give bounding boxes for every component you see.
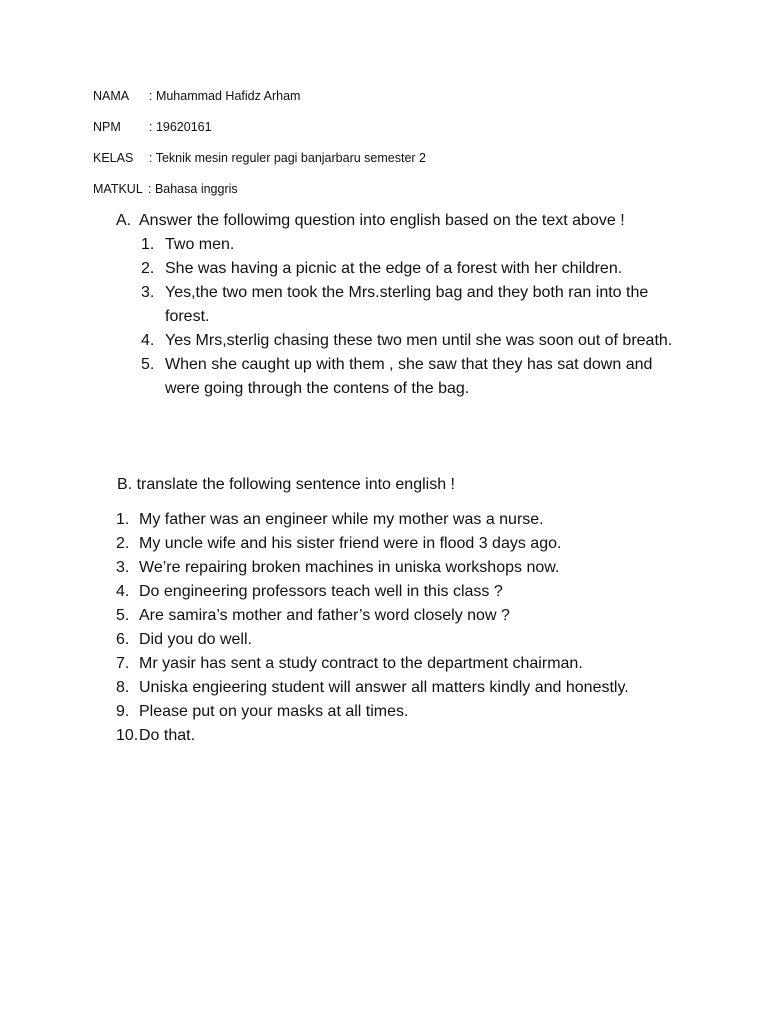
list-item-number: 1. <box>116 511 130 528</box>
list-item <box>116 652 699 676</box>
list-item <box>141 281 680 329</box>
nama-label: NAMA <box>93 89 130 103</box>
list-item-text: Do that. <box>139 727 196 744</box>
list-item-number: 4. <box>116 583 130 600</box>
section-b-translation-list <box>116 508 699 748</box>
section-b-heading: B. translate the following sentence into english ! <box>117 476 455 493</box>
list-item-number: 7. <box>116 655 130 672</box>
list-item <box>116 700 699 724</box>
list-item-number: 5. <box>141 356 155 373</box>
list-item <box>116 676 699 700</box>
kelas-label: KELAS <box>93 151 134 165</box>
list-item-number: 2. <box>141 260 155 277</box>
matkul-label: MATKUL <box>93 182 143 196</box>
list-item-text: Uniska engieering student will answer all matters kindly and honestly. <box>139 679 629 696</box>
list-item-text: Did you do well. <box>139 631 252 648</box>
nama-value: : Muhammad Hafidz Arham <box>149 89 301 103</box>
list-item-text: Do engineering professors teach well in this class ? <box>139 583 503 600</box>
section-a-answer-list <box>141 233 680 401</box>
list-item <box>141 329 680 353</box>
list-item <box>116 724 699 748</box>
list-item-number: 2. <box>116 535 130 552</box>
list-item-number: 9. <box>116 703 130 720</box>
list-item-number: 8. <box>116 679 130 696</box>
list-item-text: Yes Mrs,sterlig chasing these two men until she was soon out of breath. <box>165 332 673 349</box>
list-item-number: 1. <box>141 236 155 253</box>
npm-value: : 19620161 <box>149 120 212 134</box>
list-item-number: 3. <box>141 284 155 301</box>
list-item <box>116 604 699 628</box>
list-item-number: 6. <box>116 631 130 648</box>
list-item-text: Mr yasir has sent a study contract to the department chairman. <box>139 655 583 672</box>
kelas-value: : Teknik mesin reguler pagi banjarbaru semester 2 <box>149 151 426 165</box>
list-item <box>116 556 699 580</box>
list-item-text: We’re repairing broken machines in uniska workshops now. <box>139 559 560 576</box>
section-a-letter: A. <box>116 212 132 229</box>
section-a-title: Answer the followimg question into english based on the text above ! <box>139 212 625 229</box>
list-item-text: She was having a picnic at the edge of a forest with her children. <box>165 260 623 277</box>
list-item <box>116 580 699 604</box>
list-item <box>141 233 680 257</box>
list-item-number: 10. <box>116 727 139 744</box>
list-item-text: Are samira’s mother and father’s word closely now ? <box>139 607 510 624</box>
list-item-text: Yes,the two men took the Mrs.sterling bag and they both ran into the forest. <box>165 284 649 325</box>
list-item-text: My father was an engineer while my mother was a nurse. <box>139 511 544 528</box>
list-item-text: My uncle wife and his sister friend were in flood 3 days ago. <box>139 535 562 552</box>
list-item <box>141 353 680 401</box>
list-item-text: Please put on your masks at all times. <box>139 703 409 720</box>
list-item-number: 4. <box>141 332 155 349</box>
list-item <box>116 508 699 532</box>
list-item-text: Two men. <box>165 236 235 253</box>
list-item <box>116 628 699 652</box>
list-item-number: 5. <box>116 607 130 624</box>
list-item <box>116 532 699 556</box>
list-item <box>141 257 680 281</box>
list-item-number: 3. <box>116 559 130 576</box>
list-item-text: When she caught up with them , she saw that they has sat down and were going through the contens of the bag. <box>165 356 653 397</box>
npm-label: NPM <box>93 120 121 134</box>
matkul-value: : Bahasa inggris <box>148 182 238 196</box>
